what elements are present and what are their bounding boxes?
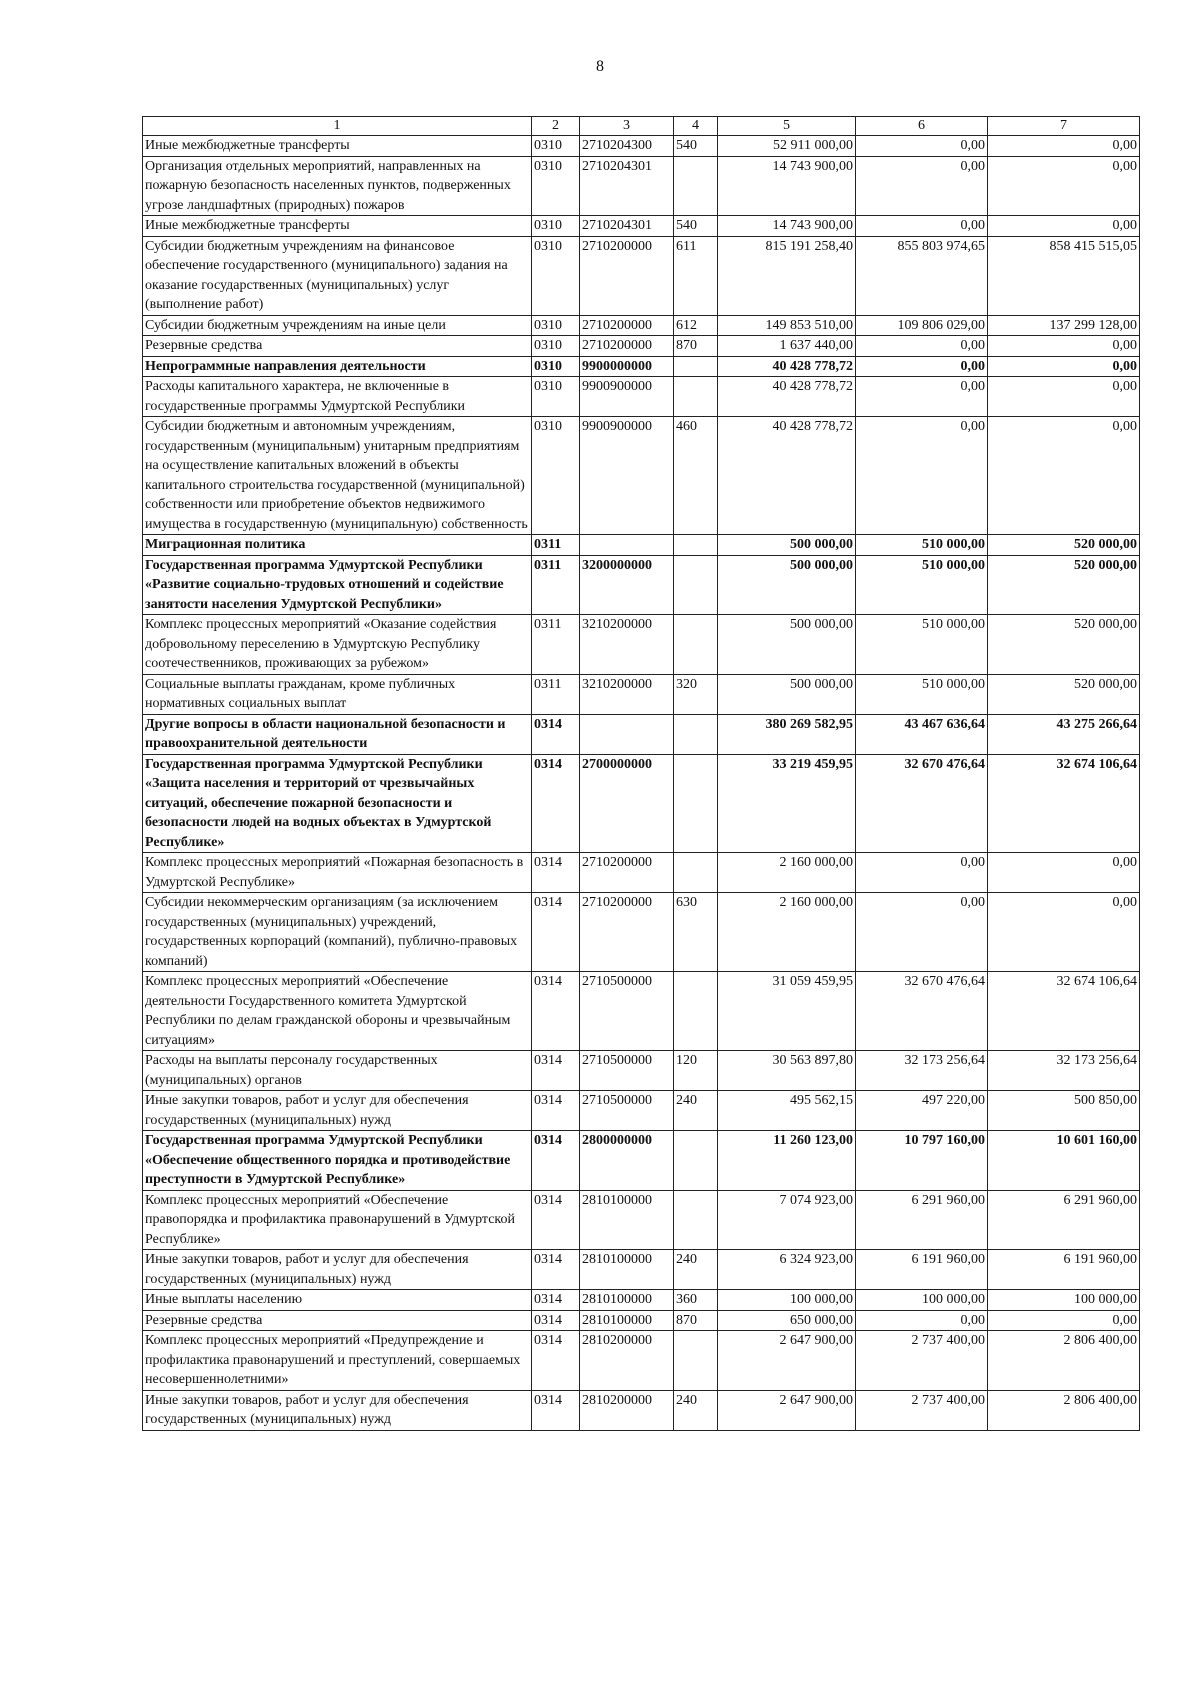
expense-type-cell: 540 [674,216,718,237]
amount-col7-cell: 0,00 [988,417,1140,535]
amount-col5-cell: 40 428 778,72 [718,377,856,417]
table-row [143,555,1140,615]
amount-col5-cell: 149 853 510,00 [718,315,856,336]
table-row [143,535,1140,556]
amount-col7-cell: 2 806 400,00 [988,1390,1140,1430]
row-name-cell: Комплекс процессных мероприятий «Оказание содействия добровольному переселению в Удмуртскую Республику соотечественников, проживающих за рубежом» [143,615,532,675]
row-name-cell: Субсидии бюджетным и автономным учреждениям, государственным (муниципальным) унитарным предприятиям на осуществление капитальных вложений в объекты капитального строительства государственной (муниципальной) собственности или приобретение объектов недвижимого имущества в государственную (муниципальную) собственность [143,417,532,535]
amount-col5-cell: 40 428 778,72 [718,356,856,377]
target-article-cell: 2710204301 [580,156,674,216]
row-name-cell: Государственная программа Удмуртской Республики «Развитие социально-трудовых отношений и содействие занятости населения Удмуртской Республики» [143,555,532,615]
amount-col6-cell: 32 670 476,64 [856,972,988,1051]
amount-col5-cell: 2 647 900,00 [718,1390,856,1430]
target-article-cell: 3210200000 [580,674,674,714]
target-article-cell: 2810100000 [580,1250,674,1290]
amount-col6-cell: 109 806 029,00 [856,315,988,336]
amount-col7-cell: 10 601 160,00 [988,1131,1140,1191]
amount-col7-cell: 100 000,00 [988,1290,1140,1311]
row-name-cell: Иные закупки товаров, работ и услуг для обеспечения государственных (муниципальных) нужд [143,1250,532,1290]
amount-col5-cell: 6 324 923,00 [718,1250,856,1290]
amount-col5-cell: 40 428 778,72 [718,417,856,535]
amount-col7-cell: 32 173 256,64 [988,1051,1140,1091]
amount-col6-cell: 2 737 400,00 [856,1390,988,1430]
amount-col7-cell: 520 000,00 [988,555,1140,615]
amount-col7-cell: 858 415 515,05 [988,236,1140,315]
row-name-cell: Комплекс процессных мероприятий «Предупреждение и профилактика правонарушений и преступлений, совершаемых несовершеннолетними» [143,1331,532,1391]
table-row [143,1390,1140,1430]
amount-col5-cell: 14 743 900,00 [718,156,856,216]
target-article-cell: 9900900000 [580,417,674,535]
target-article-cell: 2810100000 [580,1310,674,1331]
amount-col6-cell: 6 291 960,00 [856,1190,988,1250]
column-header: 7 [988,117,1140,136]
target-article-cell [580,535,674,556]
row-name-cell: Резервные средства [143,1310,532,1331]
expense-type-cell: 630 [674,893,718,972]
section-code-cell: 0310 [532,136,580,157]
target-article-cell: 2710500000 [580,972,674,1051]
section-code-cell: 0310 [532,315,580,336]
section-code-cell: 0314 [532,1051,580,1091]
table-row [143,1091,1140,1131]
expense-type-cell [674,972,718,1051]
table-row [143,136,1140,157]
section-code-cell: 0314 [532,1310,580,1331]
row-name-cell: Расходы капитального характера, не включенные в государственные программы Удмуртской Республики [143,377,532,417]
amount-col6-cell: 0,00 [856,156,988,216]
row-name-cell: Субсидии бюджетным учреждениям на иные цели [143,315,532,336]
section-code-cell: 0310 [532,236,580,315]
section-code-cell: 0314 [532,1190,580,1250]
section-code-cell: 0314 [532,754,580,853]
amount-col7-cell: 520 000,00 [988,615,1140,675]
table-row [143,417,1140,535]
table-row [143,356,1140,377]
row-name-cell: Субсидии некоммерческим организациям (за исключением государственных (муниципальных) учреждений, государственных корпораций (компаний), публично-правовых компаний) [143,893,532,972]
amount-col6-cell: 32 173 256,64 [856,1051,988,1091]
column-header: 4 [674,117,718,136]
expense-type-cell: 540 [674,136,718,157]
column-header: 5 [718,117,856,136]
expense-type-cell: 460 [674,417,718,535]
amount-col7-cell: 0,00 [988,156,1140,216]
row-name-cell: Государственная программа Удмуртской Республики «Обеспечение общественного порядка и противодействие преступности в Удмуртской Республике» [143,1131,532,1191]
expense-type-cell: 870 [674,1310,718,1331]
table-row [143,216,1140,237]
amount-col5-cell: 14 743 900,00 [718,216,856,237]
amount-col6-cell: 6 191 960,00 [856,1250,988,1290]
amount-col6-cell: 10 797 160,00 [856,1131,988,1191]
amount-col5-cell: 2 647 900,00 [718,1331,856,1391]
target-article-cell: 2800000000 [580,1131,674,1191]
expense-type-cell: 360 [674,1290,718,1311]
row-name-cell: Иные выплаты населению [143,1290,532,1311]
target-article-cell: 2710200000 [580,236,674,315]
target-article-cell: 2810100000 [580,1190,674,1250]
amount-col5-cell: 500 000,00 [718,674,856,714]
expense-type-cell [674,754,718,853]
section-code-cell: 0310 [532,216,580,237]
amount-col5-cell: 31 059 459,95 [718,972,856,1051]
row-name-cell: Иные закупки товаров, работ и услуг для обеспечения государственных (муниципальных) нужд [143,1091,532,1131]
expense-type-cell [674,1131,718,1191]
amount-col5-cell: 815 191 258,40 [718,236,856,315]
amount-col7-cell: 0,00 [988,356,1140,377]
amount-col7-cell: 500 850,00 [988,1091,1140,1131]
row-name-cell: Расходы на выплаты персоналу государственных (муниципальных) органов [143,1051,532,1091]
row-name-cell: Иные закупки товаров, работ и услуг для обеспечения государственных (муниципальных) нужд [143,1390,532,1430]
section-code-cell: 0314 [532,1331,580,1391]
table-row [143,972,1140,1051]
amount-col5-cell: 495 562,15 [718,1091,856,1131]
section-code-cell: 0314 [532,972,580,1051]
table-row [143,336,1140,357]
section-code-cell: 0314 [532,714,580,754]
table-row [143,1190,1140,1250]
amount-col6-cell: 0,00 [856,1310,988,1331]
table-row [143,754,1140,853]
expense-type-cell [674,1331,718,1391]
expense-type-cell [674,714,718,754]
target-article-cell: 2710204301 [580,216,674,237]
expense-type-cell: 240 [674,1091,718,1131]
amount-col5-cell: 52 911 000,00 [718,136,856,157]
expense-type-cell: 240 [674,1250,718,1290]
expense-type-cell [674,555,718,615]
amount-col6-cell: 510 000,00 [856,674,988,714]
section-code-cell: 0310 [532,156,580,216]
section-code-cell: 0314 [532,1290,580,1311]
amount-col5-cell: 1 637 440,00 [718,336,856,357]
target-article-cell: 2710204300 [580,136,674,157]
amount-col7-cell: 0,00 [988,377,1140,417]
section-code-cell: 0314 [532,1091,580,1131]
row-name-cell: Непрограммные направления деятельности [143,356,532,377]
column-header: 3 [580,117,674,136]
section-code-cell: 0310 [532,356,580,377]
table-row [143,1250,1140,1290]
amount-col7-cell: 0,00 [988,216,1140,237]
section-code-cell: 0310 [532,336,580,357]
target-article-cell: 2700000000 [580,754,674,853]
amount-col5-cell: 2 160 000,00 [718,893,856,972]
expense-type-cell [674,356,718,377]
amount-col7-cell: 0,00 [988,136,1140,157]
amount-col6-cell: 0,00 [856,377,988,417]
amount-col5-cell: 2 160 000,00 [718,853,856,893]
table-row [143,1131,1140,1191]
row-name-cell: Иные межбюджетные трансферты [143,136,532,157]
amount-col7-cell: 32 674 106,64 [988,972,1140,1051]
section-code-cell: 0314 [532,853,580,893]
amount-col6-cell: 510 000,00 [856,555,988,615]
amount-col7-cell: 0,00 [988,853,1140,893]
amount-col5-cell: 500 000,00 [718,555,856,615]
target-article-cell: 9900000000 [580,356,674,377]
section-code-cell: 0311 [532,674,580,714]
column-number-row [143,117,1140,136]
section-code-cell: 0310 [532,377,580,417]
page-number: 8 [596,58,604,75]
amount-col7-cell: 6 291 960,00 [988,1190,1140,1250]
target-article-cell: 9900900000 [580,377,674,417]
target-article-cell [580,714,674,754]
amount-col6-cell: 0,00 [856,136,988,157]
target-article-cell: 2710200000 [580,853,674,893]
table-row [143,377,1140,417]
amount-col7-cell: 137 299 128,00 [988,315,1140,336]
section-code-cell: 0314 [532,893,580,972]
section-code-cell: 0311 [532,555,580,615]
section-code-cell: 0314 [532,1250,580,1290]
amount-col6-cell: 2 737 400,00 [856,1331,988,1391]
row-name-cell: Социальные выплаты гражданам, кроме публичных нормативных социальных выплат [143,674,532,714]
table-row [143,853,1140,893]
table-row [143,674,1140,714]
amount-col5-cell: 650 000,00 [718,1310,856,1331]
amount-col6-cell: 510 000,00 [856,615,988,675]
expense-type-cell: 612 [674,315,718,336]
amount-col7-cell: 520 000,00 [988,674,1140,714]
amount-col6-cell: 497 220,00 [856,1091,988,1131]
section-code-cell: 0314 [532,1131,580,1191]
target-article-cell: 2810200000 [580,1331,674,1391]
target-article-cell: 3200000000 [580,555,674,615]
amount-col6-cell: 0,00 [856,893,988,972]
amount-col5-cell: 380 269 582,95 [718,714,856,754]
expense-type-cell: 240 [674,1390,718,1430]
amount-col6-cell: 0,00 [856,216,988,237]
expense-type-cell: 611 [674,236,718,315]
amount-col7-cell: 2 806 400,00 [988,1331,1140,1391]
target-article-cell: 2710200000 [580,315,674,336]
table-row [143,1310,1140,1331]
row-name-cell: Субсидии бюджетным учреждениям на финансовое обеспечение государственного (муниципального) задания на оказание государственных (муниципальных) услуг (выполнение работ) [143,236,532,315]
row-name-cell: Комплекс процессных мероприятий «Обеспечение правопорядка и профилактика правонарушений в Удмуртской Республике» [143,1190,532,1250]
table-row [143,714,1140,754]
table-row [143,156,1140,216]
amount-col7-cell: 43 275 266,64 [988,714,1140,754]
amount-col6-cell: 855 803 974,65 [856,236,988,315]
table-row [143,615,1140,675]
target-article-cell: 2710200000 [580,336,674,357]
amount-col7-cell: 0,00 [988,336,1140,357]
amount-col7-cell: 32 674 106,64 [988,754,1140,853]
amount-col6-cell: 0,00 [856,417,988,535]
amount-col5-cell: 500 000,00 [718,535,856,556]
expense-type-cell: 320 [674,674,718,714]
amount-col7-cell: 6 191 960,00 [988,1250,1140,1290]
amount-col6-cell: 0,00 [856,853,988,893]
target-article-cell: 2710500000 [580,1091,674,1131]
amount-col7-cell: 0,00 [988,1310,1140,1331]
amount-col5-cell: 100 000,00 [718,1290,856,1311]
amount-col6-cell: 0,00 [856,336,988,357]
row-name-cell: Резервные средства [143,336,532,357]
table-row [143,893,1140,972]
amount-col5-cell: 7 074 923,00 [718,1190,856,1250]
expense-type-cell [674,377,718,417]
column-header: 1 [143,117,532,136]
table-row [143,315,1140,336]
amount-col7-cell: 0,00 [988,893,1140,972]
row-name-cell: Иные межбюджетные трансферты [143,216,532,237]
table-row [143,236,1140,315]
table-row [143,1051,1140,1091]
column-header: 2 [532,117,580,136]
expense-type-cell [674,535,718,556]
row-name-cell: Комплекс процессных мероприятий «Пожарная безопасность в Удмуртской Республике» [143,853,532,893]
section-code-cell: 0314 [532,1390,580,1430]
row-name-cell: Другие вопросы в области национальной безопасности и правоохранительной деятельности [143,714,532,754]
expense-type-cell [674,853,718,893]
row-name-cell: Государственная программа Удмуртской Республики «Защита населения и территорий от чрезвычайных ситуаций, обеспечение пожарной безопасности и безопасности людей на водных объектах в Удмуртской Республике» [143,754,532,853]
amount-col5-cell: 500 000,00 [718,615,856,675]
expense-type-cell [674,156,718,216]
target-article-cell: 2810100000 [580,1290,674,1311]
amount-col6-cell: 510 000,00 [856,535,988,556]
section-code-cell: 0311 [532,535,580,556]
section-code-cell: 0310 [532,417,580,535]
target-article-cell: 2710500000 [580,1051,674,1091]
amount-col6-cell: 100 000,00 [856,1290,988,1311]
amount-col6-cell: 0,00 [856,356,988,377]
row-name-cell: Организация отдельных мероприятий, направленных на пожарную безопасность населенных пунктов, подверженных угрозе ландшафтных (природных) пожаров [143,156,532,216]
row-name-cell: Миграционная политика [143,535,532,556]
expense-type-cell [674,615,718,675]
amount-col5-cell: 11 260 123,00 [718,1131,856,1191]
amount-col5-cell: 30 563 897,80 [718,1051,856,1091]
row-name-cell: Комплекс процессных мероприятий «Обеспечение деятельности Государственного комитета Удмуртской Республики по делам гражданской обороны и чрезвычайным ситуациям» [143,972,532,1051]
expense-type-cell: 120 [674,1051,718,1091]
amount-col6-cell: 32 670 476,64 [856,754,988,853]
amount-col5-cell: 33 219 459,95 [718,754,856,853]
amount-col6-cell: 43 467 636,64 [856,714,988,754]
column-header: 6 [856,117,988,136]
section-code-cell: 0311 [532,615,580,675]
target-article-cell: 2810200000 [580,1390,674,1430]
budget-table [142,116,1140,1431]
target-article-cell: 3210200000 [580,615,674,675]
table-row [143,1290,1140,1311]
expense-type-cell: 870 [674,336,718,357]
table-row [143,1331,1140,1391]
expense-type-cell [674,1190,718,1250]
amount-col7-cell: 520 000,00 [988,535,1140,556]
target-article-cell: 2710200000 [580,893,674,972]
